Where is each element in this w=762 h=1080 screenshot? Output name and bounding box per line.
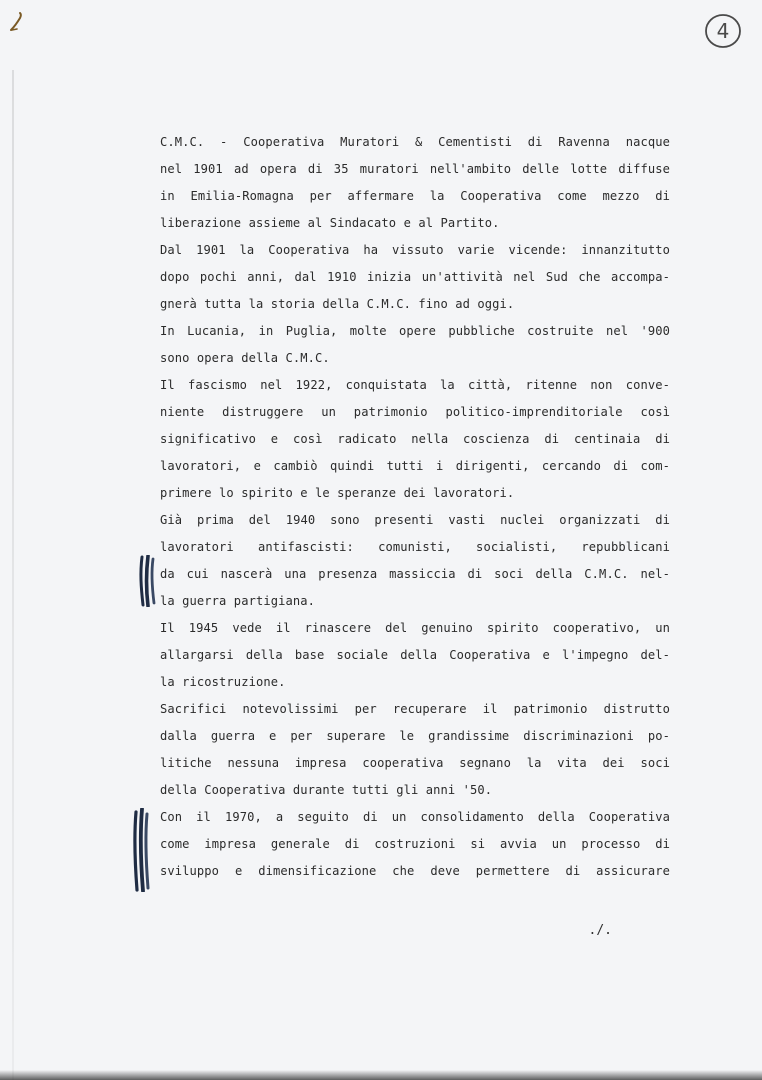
document-line: significativo e così radicato nella coscienza di centinaia di bbox=[160, 432, 670, 446]
document-line: gnerà tutta la storia della C.M.C. fino ad oggi. bbox=[160, 297, 515, 311]
document-body bbox=[160, 129, 670, 885]
document-line: sono opera della C.M.C. bbox=[160, 351, 330, 365]
document-line: della Cooperativa durante tutti gli anni '50. bbox=[160, 783, 493, 797]
document-line: litiche nessuna impresa cooperativa segnano la vita dei soci bbox=[160, 756, 670, 770]
document-line: Il 1945 vede il rinascere del genuino spirito cooperativo, un bbox=[160, 621, 670, 635]
document-line: Con il 1970, a seguito di un consolidamento della Cooperativa bbox=[160, 810, 670, 824]
document-line: liberazione assieme al Sindacato e al Partito. bbox=[160, 216, 500, 230]
document-line: lavoratori, e cambiò quindi tutti i dirigenti, cercando di com- bbox=[160, 459, 670, 473]
document-line: in Emilia-Romagna per affermare la Cooperativa come mezzo di bbox=[160, 189, 670, 203]
document-line: In Lucania, in Puglia, molte opere pubbliche costruite nel '900 bbox=[160, 324, 670, 338]
bottom-scan-shadow bbox=[0, 1070, 762, 1080]
document-line: nel 1901 ad opera di 35 muratori nell'ambito delle lotte diffuse bbox=[160, 162, 670, 176]
document-line: dalla guerra e per superare le grandissime discriminazioni po- bbox=[160, 729, 670, 743]
page-edge-shadow bbox=[12, 70, 14, 1080]
document-line: come impresa generale di costruzioni si avvia un processo di bbox=[160, 837, 670, 851]
document-line: lavoratori antifascisti: comunisti, socialisti, repubblicani bbox=[160, 540, 670, 554]
document-line: Già prima del 1940 sono presenti vasti nuclei organizzati di bbox=[160, 513, 670, 527]
margin-marker-stroke-2 bbox=[132, 808, 152, 892]
document-line: allargarsi della base sociale della Cooperativa e l'impegno del- bbox=[160, 648, 670, 662]
document-line: C.M.C. - Cooperativa Muratori & Cementisti di Ravenna nacque bbox=[160, 135, 670, 149]
document-line: la guerra partigiana. bbox=[160, 594, 316, 608]
margin-marker-stroke-1 bbox=[138, 555, 158, 607]
page-number-text: 4 bbox=[716, 19, 730, 43]
document-line: Sacrifici notevolissimi per recuperare il patrimonio distrutto bbox=[160, 702, 670, 716]
corner-pencil-mark-icon bbox=[8, 10, 24, 34]
document-line: primere lo spirito e le speranze dei lavoratori. bbox=[160, 486, 515, 500]
document-line: la ricostruzione. bbox=[160, 675, 286, 689]
continuation-mark: ./. bbox=[588, 923, 612, 938]
handwritten-page-number bbox=[704, 12, 742, 50]
document-line: sviluppo e dimensificazione che deve permettere di assicurare bbox=[160, 864, 670, 878]
document-line: da cui nascerà una presenza massiccia di soci della C.M.C. nel- bbox=[160, 567, 670, 581]
document-line: Dal 1901 la Cooperativa ha vissuto varie vicende: innanzitutto bbox=[160, 243, 670, 257]
document-line: dopo pochi anni, dal 1910 inizia un'attività nel Sud che accompa- bbox=[160, 270, 670, 284]
document-line: niente distruggere un patrimonio politico-imprenditoriale così bbox=[160, 405, 670, 419]
document-line: Il fascismo nel 1922, conquistata la città, ritenne non conve- bbox=[160, 378, 670, 392]
